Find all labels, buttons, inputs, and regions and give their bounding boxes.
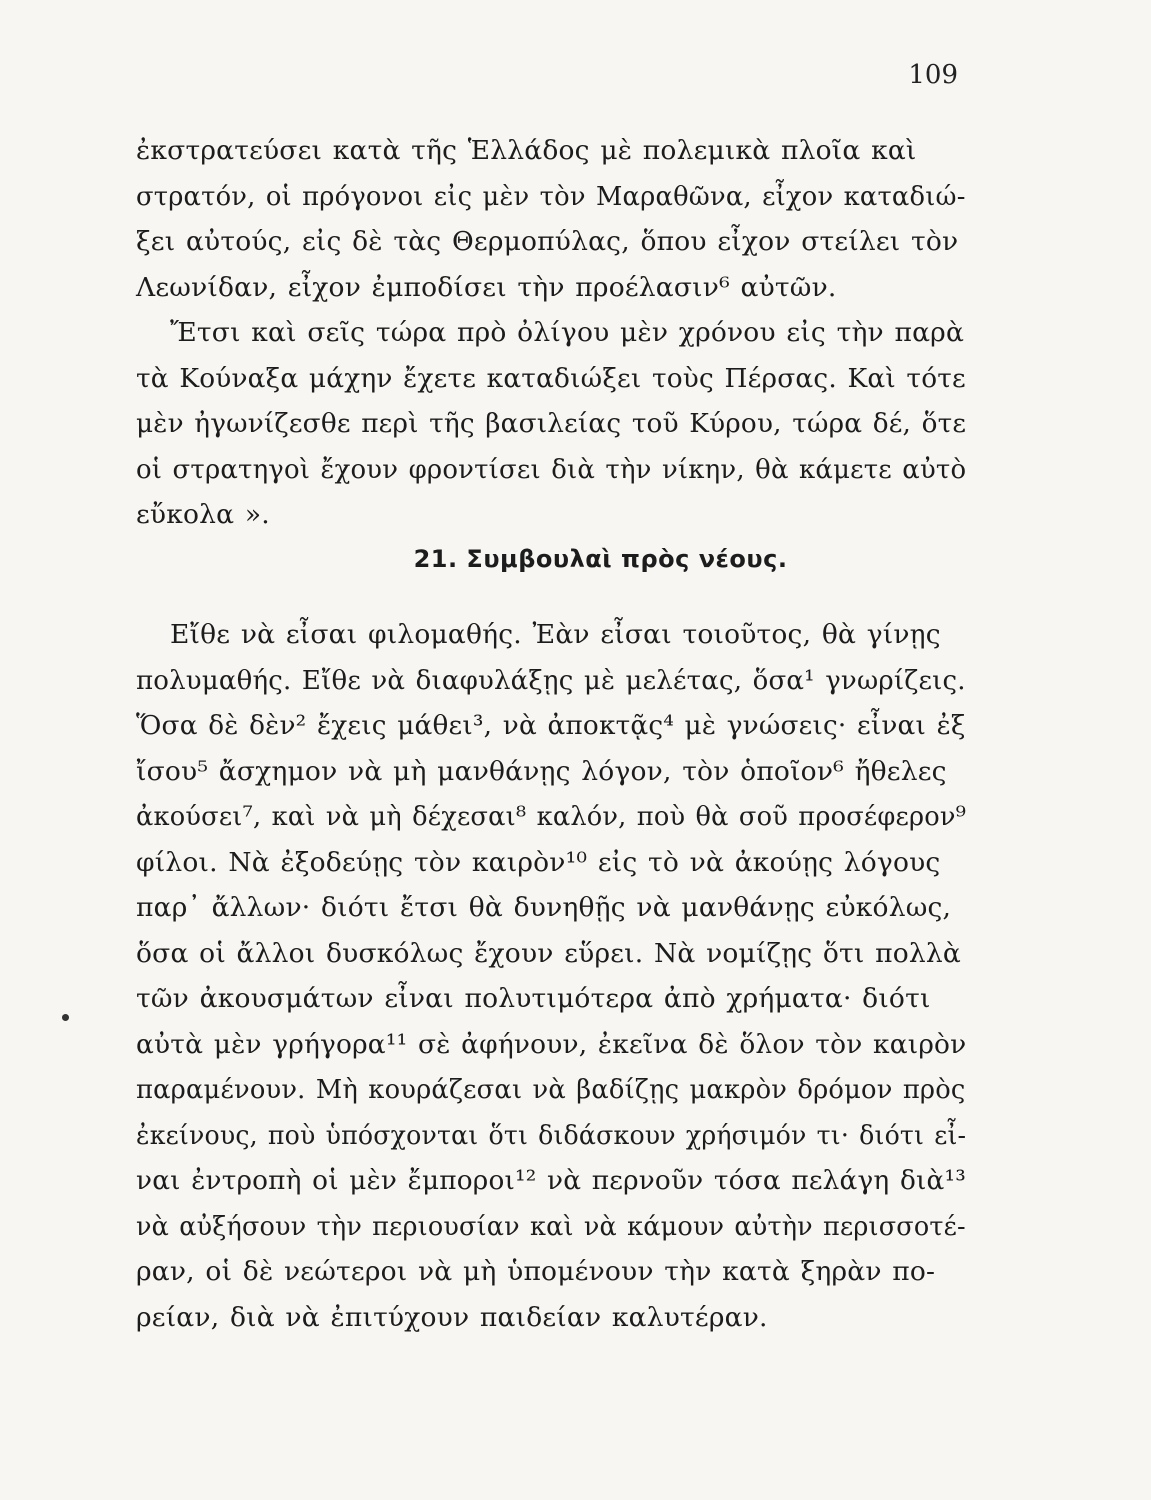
text-line: νὰ αὐξήσουν τὴν περιουσίαν καὶ νὰ κάμουν αὐτὴν περισσοτέ- [136,1210,966,1242]
text-line: φίλοι. Νὰ ἐξοδεύῃς τὸν καιρὸν¹⁰ εἰς τὸ νὰ ἀκούῃς λόγους [136,846,941,878]
text-line: παρ᾽ ἄλλων· διότι ἔτσι θὰ δυνηθῇς νὰ μανθάνῃς εὐκόλως, [136,892,952,923]
text-line: ὅσα οἱ ἄλλοι δυσκόλως ἔχουν εὕρει. Νὰ νομίζῃς ὅτι πολλὰ [136,937,961,969]
text-line: στρατόν, οἱ πρόγονοι εἰς μὲν τὸν Μαραθῶνα, εἶχον καταδιώ- [136,180,966,212]
section-heading [0,545,1151,573]
text-line: ἴσου⁵ ἄσχημον νὰ μὴ μανθάνῃς λόγον, τὸν ὁποῖον⁶ ἤθελες [136,755,947,787]
text-line: Ἔτσι καὶ σεῖς τώρα πρὸ ὀλίγου μὲν χρόνου εἰς τὴν παρὰ [170,317,965,348]
text-line: παραμένουν. Μὴ κουράζεσαι νὰ βαδίζῃς μακρὸν δρόμον πρὸς [136,1074,966,1105]
paragraph-top [136,128,966,538]
ink-speck [62,1014,69,1021]
text-line: μὲν ἠγωνίζεσθε περὶ τῆς βασιλείας τοῦ Κύρου, τώρα δέ, ὅτε [136,408,967,439]
text-line: ἀκούσει⁷, καὶ νὰ μὴ δέχεσαι⁸ καλόν, ποὺ θὰ σοῦ προσέφερον⁹ [136,801,967,832]
text-line: τῶν ἀκουσμάτων εἶναι πολυτιμότερα ἀπὸ χρήματα· διότι [136,983,931,1014]
text-line: ἐκστρατεύσει κατὰ τῆς Ἑλλάδος μὲ πολεμικὰ πλοῖα καὶ [136,135,917,166]
text-line: ξει αὐτούς, εἰς δὲ τὰς Θερμοπύλας, ὅπου εἶχον στείλει τὸν [136,226,959,257]
text-line: Λεωνίδαν, εἶχον ἐμποδίσει τὴν προέλασιν⁶ αὐτῶν. [136,271,837,303]
paragraph-bottom [136,612,966,1340]
text-line: αὐτὰ μὲν γρήγορα¹¹ σὲ ἀφήνουν, ἐκεῖνα δὲ ὅλον τὸν καιρὸν [136,1028,967,1060]
page-number: 109 [908,60,958,90]
text-line: ρείαν, διὰ νὰ ἐπιτύχουν παιδείαν καλυτέραν. [136,1301,768,1333]
text-line: Ὅσα δὲ δὲν² ἔχεις μάθει³, νὰ ἀποκτᾷς⁴ μὲ γνώσεις· εἶναι ἐξ [136,710,966,741]
text-line: ἐκείνους, ποὺ ὑπόσχονται ὅτι διδάσκουν χρήσιμόν τι· διότι εἶ- [136,1119,967,1151]
text-line: τὰ Κούναξα μάχην ἔχετε καταδιώξει τοὺς Πέρσας. Καὶ τότε [136,362,966,394]
text-line: Εἴθε νὰ εἶσαι φιλομαθής. Ἐὰν εἶσαι τοιοῦτος, θὰ γίνῃς [170,619,941,650]
text-line: ναι ἐντροπὴ οἱ μὲν ἔμποροι¹² νὰ περνοῦν τόσα πελάγη διὰ¹³ [136,1165,966,1196]
section-heading-text: 21. Συμβουλαὶ πρὸς νέους. [413,545,788,573]
text-line: οἱ στρατηγοὶ ἔχουν φροντίσει διὰ τὴν νίκην, θὰ κάμετε αὐτὸ [136,453,967,485]
text-line: εὔκολα ». [136,499,270,530]
text-line: ραν, οἱ δὲ νεώτεροι νὰ μὴ ὑπομένουν τὴν κατὰ ξηρὰν πο- [136,1256,936,1287]
text-line: πολυμαθής. Εἴθε νὰ διαφυλάξῃς μὲ μελέτας, ὅσα¹ γνωρίζεις. [136,664,966,696]
